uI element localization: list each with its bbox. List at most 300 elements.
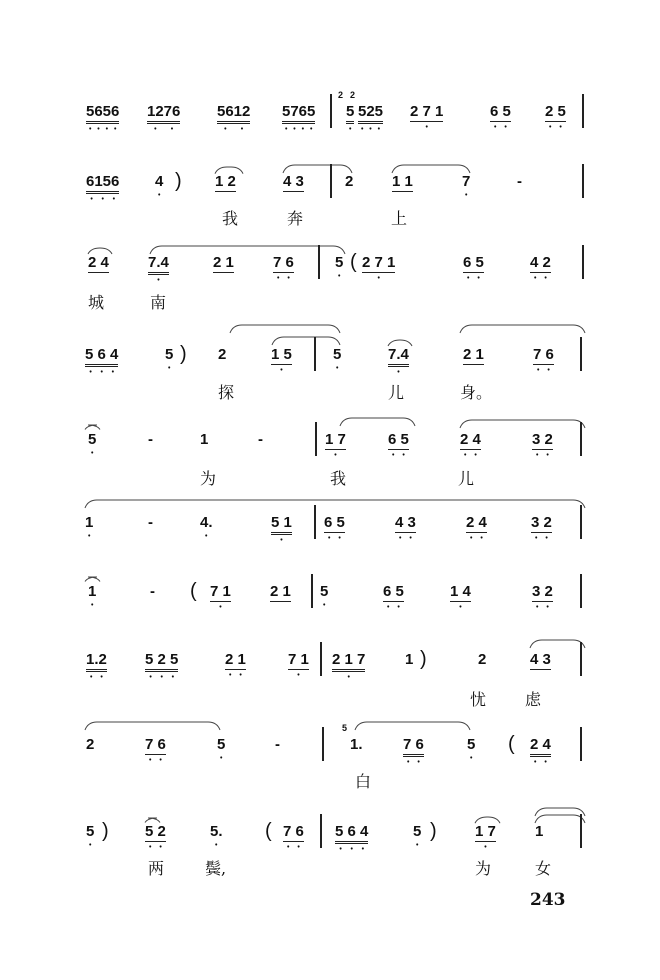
octave-dot: • xyxy=(484,844,487,851)
note-text: 2 xyxy=(478,651,487,668)
hold-dash xyxy=(148,432,153,458)
lyric: 城 xyxy=(88,293,105,312)
octave-dot: • xyxy=(90,196,93,203)
note-text: 4 3 xyxy=(530,651,551,668)
octave-dot: • xyxy=(397,369,400,376)
octave-dot: • xyxy=(334,452,337,459)
hold-dash xyxy=(275,737,280,763)
octave-dot: • xyxy=(347,674,350,681)
note-text: - xyxy=(148,514,153,531)
lyric: 儿 xyxy=(458,469,475,488)
note-text: 5612 xyxy=(217,104,250,124)
note-text: 5 xyxy=(88,431,97,448)
note-text: 5 2 xyxy=(145,823,166,840)
octave-dot: • xyxy=(534,535,538,542)
octave-dots xyxy=(85,533,93,541)
note-group xyxy=(215,174,236,202)
note-text: 2 7 1 xyxy=(362,254,396,271)
octave-dot: • xyxy=(322,602,326,609)
octave-dots xyxy=(466,535,487,543)
note-text: 1 xyxy=(88,583,97,600)
note-group xyxy=(200,432,208,458)
note-group xyxy=(217,104,250,134)
octave-dot: • xyxy=(504,124,507,131)
barline xyxy=(314,505,316,539)
note-group xyxy=(388,347,409,377)
octave-dot: • xyxy=(90,450,94,457)
hold-dash xyxy=(150,584,155,610)
note-text: 5 2 5 xyxy=(145,652,178,672)
octave-dots xyxy=(320,602,328,610)
octave-dot: • xyxy=(339,846,342,853)
octave-dots xyxy=(463,275,484,283)
slur-arc xyxy=(230,325,340,333)
octave-dots xyxy=(383,604,404,612)
octave-dot: • xyxy=(536,367,540,374)
octave-dots xyxy=(388,369,409,377)
octave-dot: • xyxy=(338,535,341,542)
octave-dot: • xyxy=(149,674,152,681)
note-text: 2 xyxy=(218,346,227,363)
note-group xyxy=(350,737,363,763)
note-text: 2 xyxy=(86,736,95,753)
octave-dots xyxy=(460,452,481,460)
barline xyxy=(580,337,582,371)
barline xyxy=(582,245,584,279)
note-group xyxy=(147,104,180,134)
octave-dot: • xyxy=(159,757,162,764)
octave-dot: • xyxy=(409,535,412,542)
octave-dots xyxy=(85,369,118,377)
note-group xyxy=(463,255,484,283)
note-text: 2 1 xyxy=(225,651,246,668)
note-text: 5656 xyxy=(86,104,119,124)
octave-dot: • xyxy=(466,275,470,282)
octave-dot: • xyxy=(464,192,468,199)
slur-arc xyxy=(460,325,585,333)
note-group xyxy=(165,347,173,373)
note-text: 6 5 xyxy=(324,514,345,531)
note-group xyxy=(532,432,553,460)
barline xyxy=(322,727,324,761)
note-text: 7 6 xyxy=(283,823,304,840)
octave-dot: • xyxy=(469,755,473,762)
lyric: 白 xyxy=(355,772,372,791)
note-group xyxy=(405,652,413,678)
note-group xyxy=(210,824,223,850)
octave-dots xyxy=(283,844,304,852)
octave-dot: • xyxy=(280,537,283,544)
note-text: 5 xyxy=(335,254,344,271)
octave-dot: • xyxy=(406,759,410,766)
octave-dot: • xyxy=(350,846,353,853)
note-group xyxy=(155,174,163,200)
note-text: 5 xyxy=(86,823,95,840)
close-paren: ) xyxy=(175,170,182,192)
note-text: 4 xyxy=(155,173,164,190)
octave-dot: • xyxy=(535,604,539,611)
lyric: 虑 xyxy=(525,690,542,709)
open-paren: ( xyxy=(265,820,272,842)
octave-dots xyxy=(362,275,395,283)
note-text: 6 5 xyxy=(463,254,484,271)
note-group xyxy=(283,174,304,202)
lyric: 女 xyxy=(535,859,552,878)
note-text: - xyxy=(258,431,263,448)
note-group xyxy=(462,174,470,200)
octave-dot: • xyxy=(544,275,547,282)
octave-dots xyxy=(86,196,119,204)
note-group xyxy=(218,347,226,373)
note-group xyxy=(217,737,225,763)
octave-dots xyxy=(282,126,315,134)
note-group xyxy=(333,347,341,373)
octave-dot: • xyxy=(87,533,91,540)
open-paren: ( xyxy=(350,251,357,273)
note-group xyxy=(413,824,421,850)
octave-dots xyxy=(145,757,166,765)
open-paren: ( xyxy=(190,580,197,602)
octave-dot: • xyxy=(297,672,300,679)
lyric: 儿 xyxy=(388,383,405,402)
octave-dots xyxy=(475,844,496,852)
octave-dots xyxy=(86,842,94,850)
octave-dot: • xyxy=(280,367,283,374)
note-group xyxy=(213,255,234,283)
octave-dot: • xyxy=(88,842,92,849)
note-group xyxy=(530,737,551,767)
note-text: 7 6 xyxy=(403,737,424,757)
octave-dot: • xyxy=(546,452,549,459)
note-group xyxy=(478,652,486,678)
note-text: 4. xyxy=(200,514,213,531)
octave-dot: • xyxy=(240,126,244,133)
page-number: 243 xyxy=(530,890,566,910)
barline xyxy=(318,245,320,279)
note-text: 3 2 xyxy=(532,583,553,600)
barline xyxy=(320,814,322,848)
note-group xyxy=(545,104,566,132)
note-group xyxy=(85,515,93,541)
octave-dots xyxy=(288,672,309,680)
octave-dots xyxy=(335,846,368,854)
barline xyxy=(580,422,582,456)
octave-dots xyxy=(530,275,551,283)
note-text: 2 xyxy=(345,173,354,190)
grace-note: 2 xyxy=(338,90,344,100)
note-text: 6 5 xyxy=(383,583,404,600)
octave-dot: • xyxy=(148,757,152,764)
octave-dots xyxy=(145,674,178,682)
octave-dot: • xyxy=(157,192,161,199)
octave-dot: • xyxy=(170,126,174,133)
note-text: 4 3 xyxy=(395,514,416,531)
note-text: 5 xyxy=(346,104,354,124)
note-group xyxy=(395,515,416,543)
note-text: 1 7 xyxy=(475,823,496,840)
note-text: 1. xyxy=(350,736,363,753)
octave-dot: • xyxy=(89,369,92,376)
octave-dots xyxy=(531,535,552,543)
octave-dot: • xyxy=(480,535,483,542)
note-text: 6 5 xyxy=(388,431,409,448)
octave-dot: • xyxy=(469,535,473,542)
note-group xyxy=(210,584,231,612)
grace-note: 2 xyxy=(350,90,356,100)
note-group xyxy=(530,255,551,283)
octave-dots xyxy=(210,842,223,850)
barline xyxy=(580,505,582,539)
note-group xyxy=(450,584,471,612)
note-group xyxy=(88,432,96,458)
octave-dots xyxy=(413,842,421,850)
barline xyxy=(320,642,322,676)
note-group xyxy=(271,515,292,545)
octave-dot: • xyxy=(239,672,242,679)
note-group xyxy=(463,347,484,375)
octave-dot: • xyxy=(459,604,462,611)
note-group xyxy=(86,737,94,763)
note-text: 525 xyxy=(358,104,383,124)
note-group xyxy=(475,824,496,852)
note-text: 7.4 xyxy=(148,255,169,275)
octave-dot: • xyxy=(415,842,419,849)
slur-arc xyxy=(85,500,585,508)
octave-dots xyxy=(410,124,443,132)
note-group xyxy=(532,584,553,612)
barline xyxy=(580,727,582,761)
note-text: 3 2 xyxy=(532,431,553,448)
note-group xyxy=(200,515,213,541)
note-group xyxy=(225,652,246,680)
octave-dot: • xyxy=(100,369,103,376)
note-text: 5 xyxy=(217,736,226,753)
note-text: - xyxy=(517,173,522,190)
octave-dot: • xyxy=(205,533,208,540)
octave-dots xyxy=(147,126,180,134)
octave-dot: • xyxy=(533,759,537,766)
note-group xyxy=(346,104,354,134)
note-group xyxy=(530,652,551,680)
octave-dots xyxy=(145,844,166,852)
octave-dot: • xyxy=(559,124,562,131)
lyric: 我 xyxy=(222,209,239,228)
octave-dot: • xyxy=(284,126,288,133)
note-group xyxy=(335,255,343,281)
note-text: 2 7 1 xyxy=(410,103,444,120)
octave-dot: • xyxy=(463,452,467,459)
barline xyxy=(311,574,313,608)
octave-dot: • xyxy=(535,452,539,459)
note-group xyxy=(271,347,292,375)
note-group xyxy=(88,255,109,283)
octave-dots xyxy=(325,452,346,460)
lyric: 奔 xyxy=(287,209,304,228)
note-group xyxy=(362,255,395,283)
hold-dash xyxy=(517,174,522,200)
note-group xyxy=(145,737,166,765)
octave-dot: • xyxy=(335,365,339,372)
octave-dot: • xyxy=(105,126,109,133)
octave-dots xyxy=(210,604,231,612)
note-group xyxy=(392,174,413,202)
octave-dot: • xyxy=(88,126,92,133)
octave-dot: • xyxy=(157,277,160,284)
note-group xyxy=(86,652,107,682)
note-text: 5 xyxy=(320,583,329,600)
slur-arc xyxy=(355,722,470,730)
octave-dot: • xyxy=(276,275,280,282)
hold-dash xyxy=(258,432,263,458)
octave-dot: • xyxy=(171,674,175,681)
note-text: 4 3 xyxy=(283,173,304,190)
slur-arc xyxy=(340,418,415,426)
note-text: 5 xyxy=(467,736,476,753)
note-group xyxy=(148,255,169,285)
octave-dots xyxy=(358,126,383,134)
slur-arc xyxy=(85,425,100,430)
note-text: 5 xyxy=(165,346,174,363)
note-group xyxy=(288,652,309,680)
note-group xyxy=(332,652,365,682)
octave-dot: • xyxy=(219,604,222,611)
octave-dots xyxy=(335,273,343,281)
close-paren: ) xyxy=(102,820,109,842)
note-group xyxy=(535,824,543,850)
octave-dot: • xyxy=(546,604,549,611)
slur-arc xyxy=(150,246,345,254)
barline xyxy=(580,642,582,676)
note-group xyxy=(531,515,552,543)
note-text: 5 1 xyxy=(271,515,292,535)
slur-arc xyxy=(272,337,340,345)
note-group xyxy=(490,104,511,132)
octave-dot: • xyxy=(154,126,157,133)
octave-dot: • xyxy=(533,275,537,282)
octave-dots xyxy=(450,604,471,612)
octave-dots xyxy=(273,275,294,283)
close-paren: ) xyxy=(180,343,187,365)
octave-dot: • xyxy=(369,126,372,133)
octave-dots xyxy=(467,755,475,763)
octave-dots xyxy=(271,367,292,375)
octave-dots xyxy=(88,450,96,458)
note-text: 1 xyxy=(405,651,414,668)
note-group xyxy=(86,104,119,134)
note-text: 2 1 xyxy=(463,346,484,363)
note-text: 2 5 xyxy=(545,103,566,120)
octave-dots xyxy=(333,365,341,373)
octave-dot: • xyxy=(386,604,390,611)
octave-dots xyxy=(462,192,470,200)
octave-dots xyxy=(217,126,250,134)
note-text: 7.4 xyxy=(388,347,409,367)
octave-dots xyxy=(530,759,551,767)
hold-dash xyxy=(148,515,153,541)
note-text: 2 1 7 xyxy=(332,652,365,672)
octave-dot: • xyxy=(301,126,305,133)
note-group xyxy=(86,824,94,850)
slur-arc xyxy=(85,577,100,582)
octave-dot: • xyxy=(493,124,497,131)
note-group xyxy=(270,584,291,612)
note-text: - xyxy=(275,736,280,753)
note-text: - xyxy=(148,431,153,448)
barline xyxy=(582,164,584,198)
octave-dot: • xyxy=(286,844,290,851)
octave-dots xyxy=(395,535,416,543)
octave-dot: • xyxy=(402,452,405,459)
octave-dot: • xyxy=(101,196,104,203)
close-paren: ) xyxy=(420,648,427,670)
note-text: 5 6 4 xyxy=(335,824,368,844)
lyric: 上 xyxy=(391,209,408,228)
slur-arc xyxy=(85,722,220,730)
note-group xyxy=(467,737,475,763)
slur-arc xyxy=(392,165,470,173)
octave-dot: • xyxy=(474,452,477,459)
note-text: 1 4 xyxy=(450,583,471,600)
note-text: 1276 xyxy=(147,104,180,124)
note-text: 5765 xyxy=(282,104,315,124)
octave-dots xyxy=(545,124,566,132)
octave-dot: • xyxy=(361,846,365,853)
barline xyxy=(330,94,332,128)
octave-dot: • xyxy=(398,535,402,542)
note-text: 5 xyxy=(333,346,342,363)
note-text: 5. xyxy=(210,823,223,840)
note-text: 7 xyxy=(462,173,471,190)
note-text: 7 6 xyxy=(145,736,166,753)
octave-dot: • xyxy=(477,275,480,282)
slur-arc xyxy=(460,420,585,428)
note-group xyxy=(345,174,353,200)
note-text: 6 5 xyxy=(490,103,511,120)
octave-dot: • xyxy=(224,126,227,133)
close-paren: ) xyxy=(430,820,437,842)
octave-dot: • xyxy=(309,126,313,133)
barline xyxy=(315,422,317,456)
octave-dot: • xyxy=(113,126,117,133)
note-group xyxy=(403,737,424,767)
note-text: 7 6 xyxy=(533,346,554,363)
note-text: 1 xyxy=(200,431,209,448)
note-text: 7 1 xyxy=(288,651,309,668)
octave-dot: • xyxy=(417,759,420,766)
note-text: 2 4 xyxy=(88,254,109,271)
note-text: 1 7 xyxy=(325,431,346,448)
octave-dot: • xyxy=(97,126,100,133)
octave-dot: • xyxy=(100,674,103,681)
octave-dots xyxy=(200,533,213,541)
barline xyxy=(314,337,316,371)
octave-dot: • xyxy=(112,196,116,203)
octave-dots xyxy=(388,452,409,460)
note-text: 2 4 xyxy=(466,514,487,531)
lyric: 身。 xyxy=(460,383,493,402)
octave-dot: • xyxy=(544,759,547,766)
note-text: 1.2 xyxy=(86,652,107,672)
octave-dot: • xyxy=(425,124,428,131)
lyric: 为 xyxy=(200,469,217,488)
note-text: 6156 xyxy=(86,174,119,194)
note-group xyxy=(410,104,443,132)
barline xyxy=(580,814,582,848)
note-text: 7 1 xyxy=(210,583,231,600)
barline xyxy=(580,574,582,608)
note-group xyxy=(383,584,404,612)
octave-dot: • xyxy=(377,126,381,133)
